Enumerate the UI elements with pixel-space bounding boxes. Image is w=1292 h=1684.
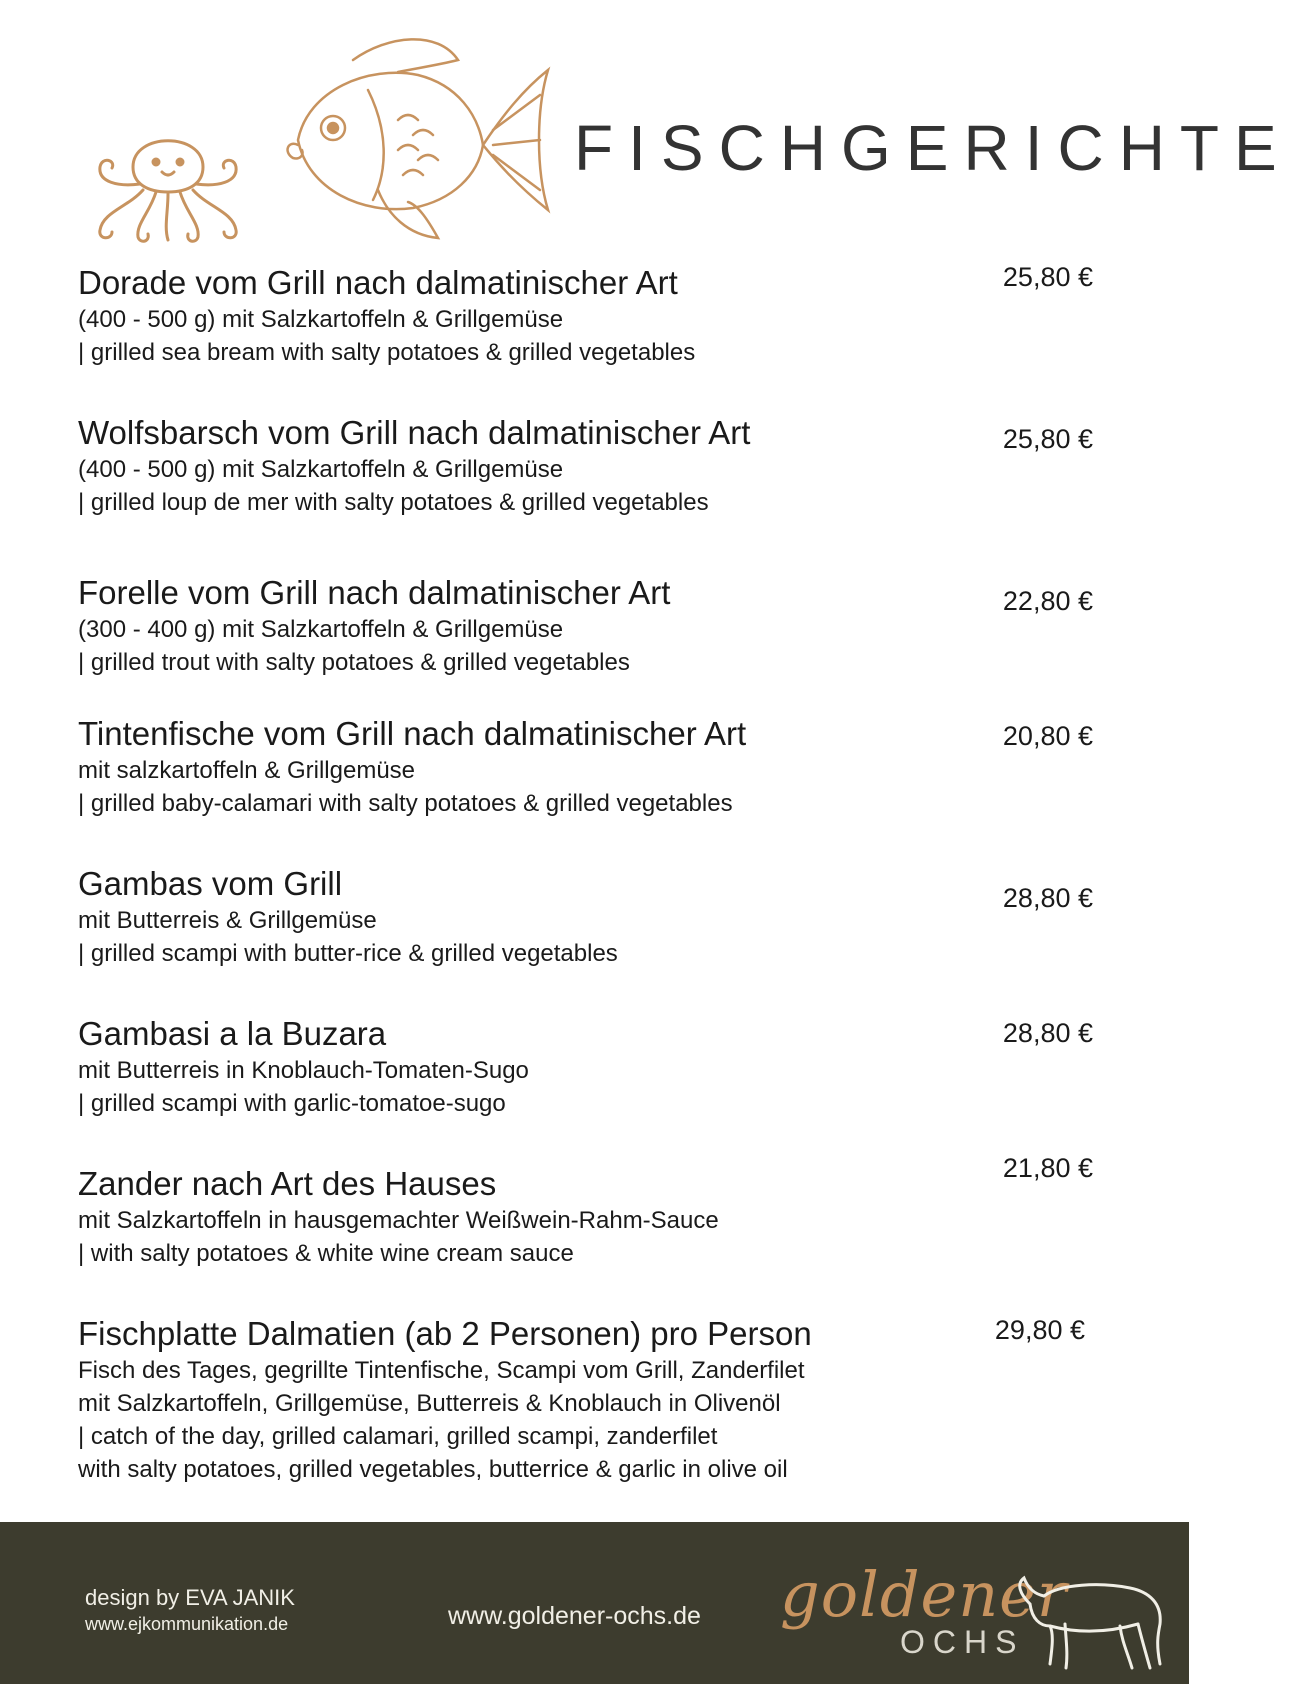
menu-item xyxy=(78,1164,1098,1270)
dish-price: 21,80 € xyxy=(1002,1153,1093,1183)
dish-price: 28,80 € xyxy=(1002,883,1093,913)
dish-name: Forelle vom Grill nach dalmatinischer Art xyxy=(78,574,671,611)
fish-icon xyxy=(278,30,552,240)
dish-translation: | grilled scampi with butter-rice & grilled vegetables xyxy=(78,940,618,967)
restaurant-logo xyxy=(772,1534,1172,1684)
dish-translation: | with salty potatoes & white wine cream sauce xyxy=(78,1240,574,1267)
design-credit-url[interactable]: www.ejkommunikation.de xyxy=(85,1614,289,1634)
dish-description: mit salzkartoffeln & Grillgemüse xyxy=(78,757,416,784)
dish-price: 25,80 € xyxy=(1002,262,1093,292)
menu-item xyxy=(78,263,1098,369)
bull-icon xyxy=(1010,1564,1170,1674)
dish-name: Gambasi a la Buzara xyxy=(78,1015,387,1052)
dish-translation: | grilled loup de mer with salty potatoes & grilled vegetables xyxy=(78,489,709,516)
dish-price: 25,80 € xyxy=(1002,424,1093,454)
menu-item xyxy=(78,573,1098,679)
footer xyxy=(0,1522,1189,1684)
dish-translation: | grilled scampi with garlic-tomatoe-sugo xyxy=(78,1090,506,1117)
dish-description: (400 - 500 g) mit Salzkartoffeln & Grillgemüse xyxy=(78,306,564,333)
design-credit xyxy=(85,1584,295,1636)
page-title: FISCHGERICHTE xyxy=(574,112,1292,184)
dish-price: 22,80 € xyxy=(1002,586,1093,616)
dish-price: 20,80 € xyxy=(1002,721,1093,751)
dish-name: Gambas vom Grill xyxy=(78,865,343,902)
dish-description: (400 - 500 g) mit Salzkartoffeln & Grillgemüse xyxy=(78,456,564,483)
logo-subtitle: OCHS xyxy=(900,1624,1025,1660)
logo-wordmark: goldener xyxy=(780,1558,1068,1631)
dish-translation: | grilled baby-calamari with salty potatoes & grilled vegetables xyxy=(78,790,733,817)
menu-item xyxy=(78,1314,1098,1486)
menu-item xyxy=(78,413,1098,519)
dish-description: mit Butterreis & Grillgemüse xyxy=(78,907,377,934)
website-link[interactable]: www.goldener-ochs.de xyxy=(448,1602,701,1630)
dish-name: Zander nach Art des Hauses xyxy=(78,1165,497,1202)
dish-description: (300 - 400 g) mit Salzkartoffeln & Grillgemüse xyxy=(78,616,564,643)
menu-item xyxy=(78,864,1098,970)
design-credit-name: design by EVA JANIK xyxy=(85,1585,295,1610)
dish-translation: | grilled sea bream with salty potatoes & grilled vegetables xyxy=(78,339,696,366)
menu-item xyxy=(78,1014,1098,1120)
dish-name: Tintenfische vom Grill nach dalmatinischer Art xyxy=(78,715,747,752)
dish-description: mit Salzkartoffeln in hausgemachter Weißwein-Rahm-Sauce xyxy=(78,1207,719,1234)
octopus-icon xyxy=(88,112,248,247)
menu-header xyxy=(0,0,1292,250)
dish-description: mit Butterreis in Knoblauch-Tomaten-Sugo xyxy=(78,1057,529,1084)
dish-description: Fisch des Tages, gegrillte Tintenfische, Scampi vom Grill, Zanderfilet xyxy=(78,1357,805,1384)
dish-price: 29,80 € xyxy=(994,1315,1085,1345)
menu-item xyxy=(78,714,1098,820)
dish-name: Fischplatte Dalmatien (ab 2 Personen) pro Person xyxy=(78,1315,812,1352)
dish-name: Wolfsbarsch vom Grill nach dalmatinischer Art xyxy=(78,414,751,451)
dish-description: mit Salzkartoffeln, Grillgemüse, Butterreis & Knoblauch in Olivenöl xyxy=(78,1390,781,1417)
dish-name: Dorade vom Grill nach dalmatinischer Art xyxy=(78,264,678,301)
dish-price: 28,80 € xyxy=(1002,1018,1093,1048)
dish-translation: with salty potatoes, grilled vegetables, butterrice & garlic in olive oil xyxy=(78,1456,788,1483)
dish-translation: | grilled trout with salty potatoes & grilled vegetables xyxy=(78,649,630,676)
dish-translation: | catch of the day, grilled calamari, grilled scampi, zanderfilet xyxy=(78,1423,718,1450)
